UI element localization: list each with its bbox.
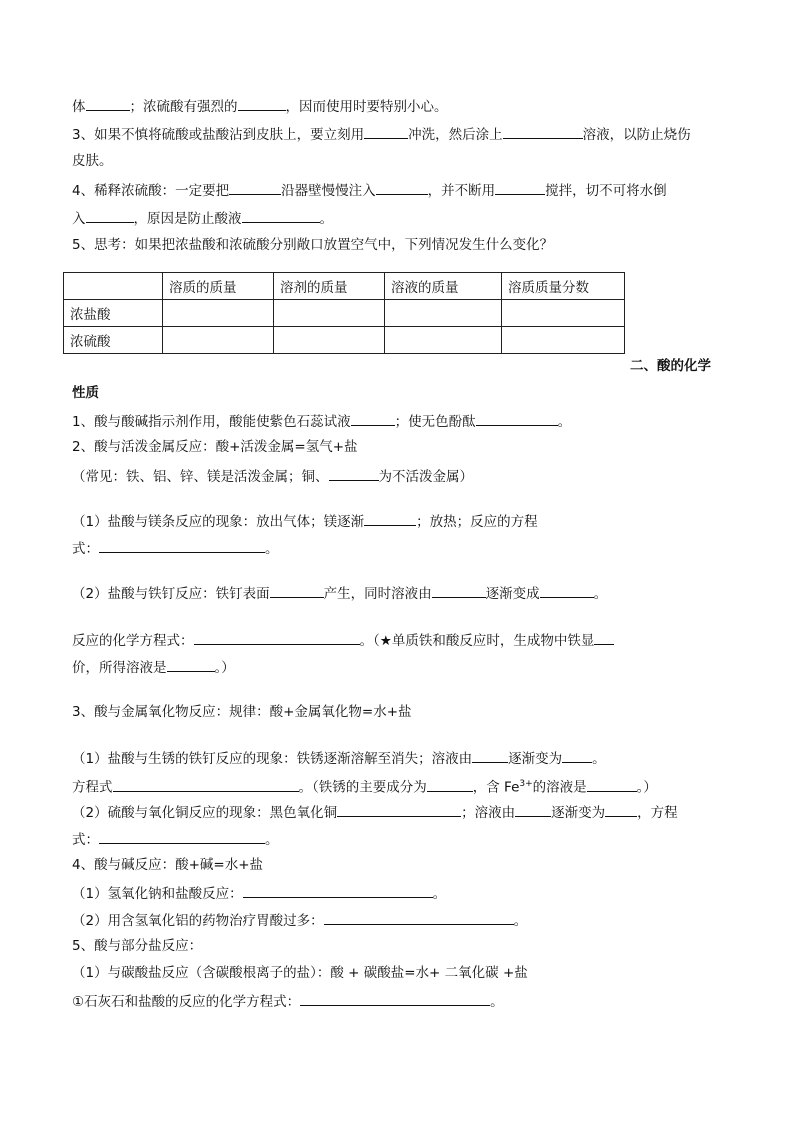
answer-blank[interactable] <box>605 802 637 817</box>
question-3-line-2: 皮肤。 <box>72 153 113 169</box>
answer-blank[interactable] <box>337 802 461 817</box>
mg-equation-line: 式： 。 <box>72 538 279 558</box>
table-header-cell: 溶质的质量 <box>163 273 274 300</box>
answer-blank[interactable] <box>376 180 428 195</box>
question-4-line-2: 入 ，原因是防止酸液 。 <box>72 208 333 228</box>
answer-blank[interactable] <box>364 511 416 526</box>
answer-blank[interactable] <box>562 748 592 763</box>
table-header-cell: 溶液的质量 <box>385 273 502 300</box>
question-4-line: 4、稀释浓硫酸：一定要把 沿器壁慢慢注入 ，并不断用 搅拌，切不可将水倒 <box>72 180 667 200</box>
answer-blank[interactable] <box>329 466 379 481</box>
answer-blank[interactable] <box>515 802 551 817</box>
answer-blank[interactable] <box>99 538 265 553</box>
answer-blank[interactable] <box>167 657 215 672</box>
fe-reaction-line: （2）盐酸与铁钉反应：铁钉表面 产生，同时溶液由 逐渐变成 。 <box>72 583 607 603</box>
acid-metal-note: （常见：铁、铝、锌、镁是活泼金属；铜、 为不活泼金属） <box>72 466 473 486</box>
aloh-line: （2）用含氢氧化铝的药物治疗胃酸过多： 。 <box>72 910 527 930</box>
question-5-line: 5、思考：如果把浓盐酸和浓硫酸分别敞口放置空气中，下列情况发生什么变化？ <box>72 237 554 253</box>
table-cell: 浓盐酸 <box>64 300 163 327</box>
table-header-row <box>64 273 625 300</box>
answer-blank[interactable] <box>324 910 514 925</box>
table-cell[interactable] <box>163 300 274 327</box>
answer-blank[interactable] <box>351 411 395 426</box>
mg-reaction-line: （1）盐酸与镁条反应的现象：放出气体；镁逐渐 ；放热；反应的方程 <box>72 511 538 531</box>
answer-blank[interactable] <box>587 777 637 792</box>
question-3-line: 3、如果不慎将硫酸或盐酸沾到皮肤上，要立刻用 冲洗，然后涂上 溶液，以防止烧伤 <box>72 124 691 144</box>
table-cell[interactable] <box>385 300 502 327</box>
acid-indicator-line: 1、酸与酸碱指示剂作用，酸能使紫色石蕊试液 ；使无色酚酞 。 <box>72 411 571 431</box>
fe-equation-line: 反应的化学方程式： 。（★单质铁和酸反应时，生成物中铁显 <box>72 630 614 650</box>
table-row <box>64 300 625 327</box>
answer-blank[interactable] <box>229 180 281 195</box>
rust-reaction-line: （1）盐酸与生锈的铁钉反应的现象：铁锈逐渐溶解至消失；溶液由 逐渐变为 。 <box>72 748 606 768</box>
answer-blank[interactable] <box>432 583 486 598</box>
answer-blank[interactable] <box>194 630 360 645</box>
acid-oxide-line: 3、酸与金属氧化物反应：规律：酸+金属氧化物=水+盐 <box>72 704 412 720</box>
table-header-cell: 溶剂的质量 <box>274 273 385 300</box>
carbonate-line: （1）与碳酸盐反应（含碳酸根离子的盐）：酸 + 碳酸盐=水+ 二氧化碳 +盐 <box>72 965 528 981</box>
answer-blank[interactable] <box>300 991 490 1006</box>
cuo-equation-line: 式： 。 <box>72 829 279 849</box>
table-header-cell <box>64 273 163 300</box>
table-cell: 浓硫酸 <box>64 327 163 354</box>
acid-metal-line: 2、酸与活泼金属反应：酸+活泼金属=氢气+盐 <box>72 439 358 455</box>
answer-blank[interactable] <box>476 411 558 426</box>
answer-blank[interactable] <box>242 208 320 223</box>
answer-blank[interactable] <box>86 208 134 223</box>
answer-blank[interactable] <box>238 96 286 111</box>
answer-blank[interactable] <box>503 124 583 139</box>
table-cell[interactable] <box>163 327 274 354</box>
table-cell[interactable] <box>274 327 385 354</box>
table-cell[interactable] <box>385 327 502 354</box>
text-line: 体 ；浓硫酸有强烈的 ，因而使用时要特别小心。 <box>72 96 448 116</box>
section-heading-cont: 性质 <box>72 385 99 401</box>
answer-blank[interactable] <box>594 630 614 645</box>
answer-blank[interactable] <box>86 96 130 111</box>
answer-blank[interactable] <box>540 583 594 598</box>
answer-blank[interactable] <box>113 777 299 792</box>
table-cell[interactable] <box>502 327 625 354</box>
answer-blank[interactable] <box>495 180 545 195</box>
acid-base-line: 4、酸与碱反应：酸+碱=水+盐 <box>72 857 264 873</box>
answer-blank[interactable] <box>270 583 324 598</box>
answer-blank[interactable] <box>472 748 508 763</box>
cuo-reaction-line: （2）硫酸与氧化铜反应的现象：黑色氧化铜 ；溶液由 逐渐变为 ，方程 <box>72 802 678 822</box>
table-cell[interactable] <box>502 300 625 327</box>
answer-blank[interactable] <box>364 124 408 139</box>
table-header-cell: 溶质质量分数 <box>502 273 625 300</box>
limestone-line: ①石灰石和盐酸的反应的化学方程式： 。 <box>72 991 504 1011</box>
answer-blank[interactable] <box>243 883 433 898</box>
comparison-table <box>63 272 625 354</box>
table-cell[interactable] <box>274 300 385 327</box>
naoh-line: （1）氢氧化钠和盐酸反应： 。 <box>72 883 446 903</box>
rust-equation-line: 方程式 。（铁锈的主要成分为 ，含 $Fe^{3+}$的溶液是 。） <box>72 775 657 797</box>
fe-equation-line-2: 价，所得溶液是 。） <box>72 657 235 677</box>
table-row <box>64 327 625 354</box>
answer-blank[interactable] <box>427 777 473 792</box>
acid-salt-line: 5、酸与部分盐反应： <box>72 938 203 954</box>
answer-blank[interactable] <box>99 829 265 844</box>
section-heading: 二、酸的化学 <box>630 358 711 374</box>
